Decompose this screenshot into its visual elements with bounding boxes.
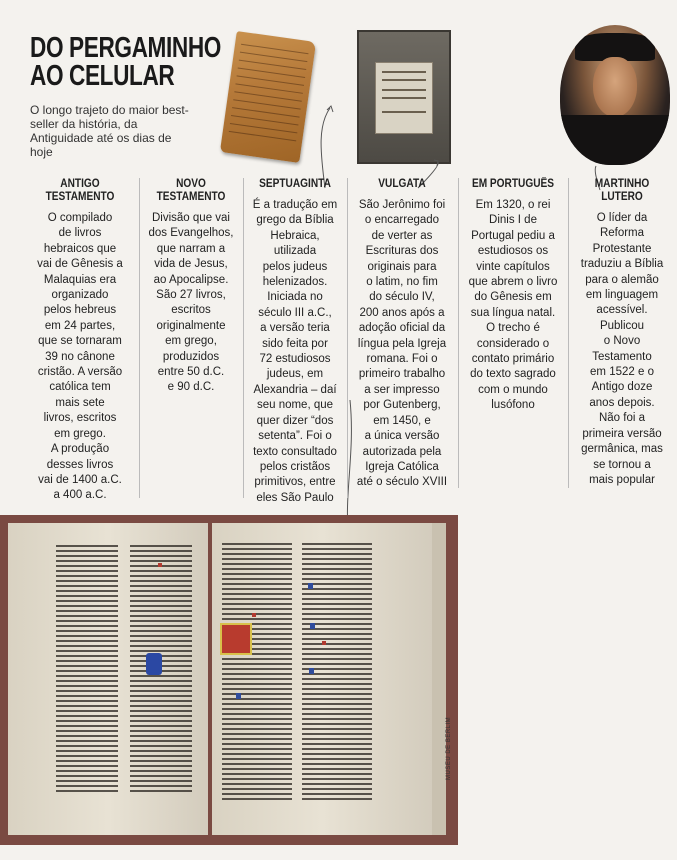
column-septuaginta bbox=[245, 178, 345, 506]
column-martinho-lutero bbox=[570, 178, 674, 488]
column-divider bbox=[139, 178, 140, 498]
column-body: O compilado de livros hebraicos que vai de Gênesis a Malaquias era organizado pelos hebreus em 24 partes, que se tornaram 39 no cânone cristão. A versão católica tem mais sete livros, escritos em grego. A produção desses livros vai de 1400 a.C. a 400 a.C. bbox=[37, 212, 123, 502]
column-divider bbox=[568, 178, 569, 488]
column-heading: ANTIGO TESTAMENTO bbox=[45, 178, 115, 203]
column-heading: VULGATA bbox=[378, 178, 426, 190]
column-heading: MARTINHO LUTERO bbox=[594, 178, 650, 203]
gutenberg-bible-image bbox=[0, 515, 458, 845]
column-body: Divisão que vai dos Evangelhos, que narram a vida de Jesus, ao Apocalipse. São 27 livros, escritos originalmente em grego, produzidos entre 50 d.C. e 90 d.C. bbox=[148, 212, 234, 394]
title-line-2: AO CELULAR bbox=[30, 60, 175, 92]
column-novo-testamento bbox=[141, 178, 241, 396]
column-divider bbox=[243, 178, 244, 498]
luther-portrait-image bbox=[560, 25, 670, 165]
article-subtitle: O longo trajeto do maior best-seller da história, da Antiguidade até os dias de hoje bbox=[30, 103, 189, 159]
column-body: O líder da Reforma Protestante traduziu a Bíblia para o alemão em linguagem acessível. Publicou o Novo Testamento em 1522 e o Antigo doze anos depois. Não foi a primeira versão germânica, mas se tornou a mais popular bbox=[580, 212, 664, 486]
vulgata-cover-image bbox=[357, 30, 451, 164]
column-body: É a tradução em grego da Bíblia Hebraica, utilizada pelos judeus helenizados. Iniciada no século III a.C., a versão teria sido feita por 72 estudiosos judeus, em Alexandria – daí seu nome, que quer dizer “dos setenta”. Foi o texto consultado pelos cristãos primitivos, entre eles São Paulo bbox=[252, 199, 338, 504]
article-title bbox=[30, 34, 221, 90]
column-heading: NOVO TESTAMENTO bbox=[156, 178, 226, 203]
column-body: Em 1320, o rei Dinis I de Portugal pediu a estudiosos os vinte capítulos que abrem o livro do Gênesis em sua língua natal. O trecho é considerado o contato primário do texto sagrado com o mundo lusófono bbox=[468, 199, 558, 412]
photo-credit: MUSEU DE BERLIM bbox=[446, 716, 452, 780]
column-heading: EM PORTUGUÊS bbox=[471, 178, 555, 190]
column-heading: SEPTUAGINTA bbox=[259, 178, 331, 190]
title-line-1: DO PERGAMINHO bbox=[30, 32, 221, 64]
column-body: São Jerônimo foi o encarregado de verter as Escrituras dos originais para o latim, no fim do século IV, 200 anos após a adoção oficial da língua pela Igreja romana. Foi o primeiro trabalho a ser impresso por Gutenberg, em 1450, e a única versão autorizada pela Igreja Católica até o século XVIII bbox=[356, 199, 448, 489]
column-em-portugues bbox=[460, 178, 566, 414]
column-divider bbox=[347, 178, 348, 498]
column-antigo-testamento bbox=[24, 178, 136, 504]
papyrus-image bbox=[220, 31, 316, 163]
column-divider bbox=[458, 178, 459, 488]
column-vulgata bbox=[349, 178, 455, 491]
